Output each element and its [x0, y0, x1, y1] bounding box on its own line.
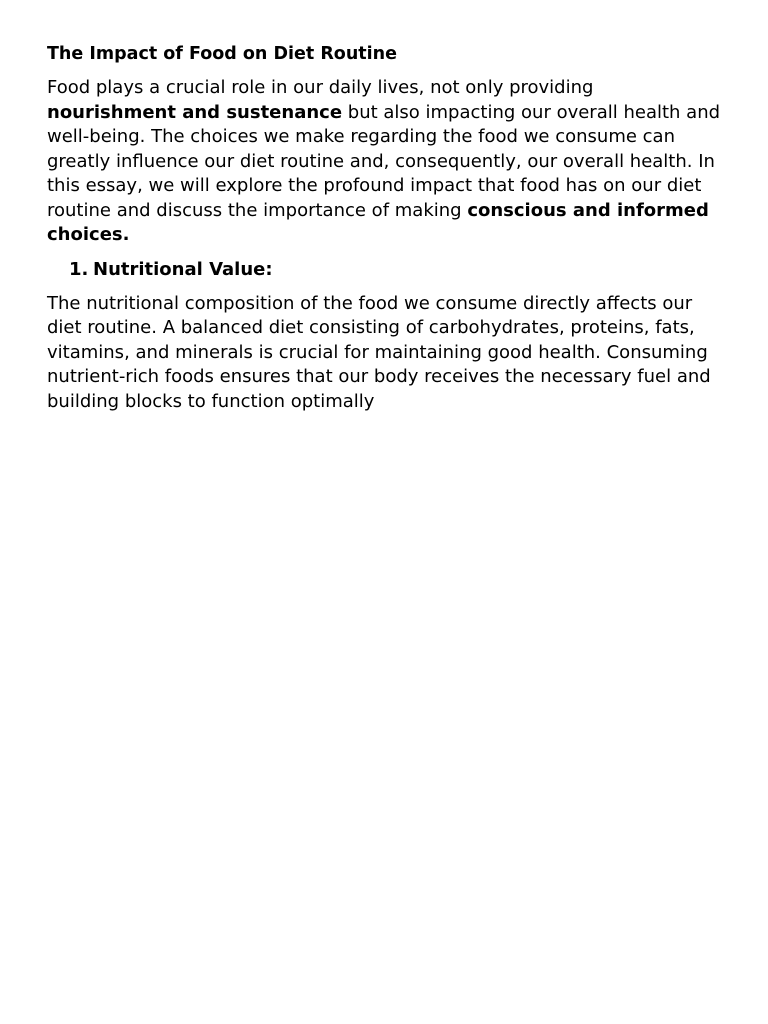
intro-paragraph [47, 76, 728, 248]
section-body-paragraph: The nutritional composition of the food we consume directly affects our diet routine. A balanced diet consisting of carbohydrates, proteins, fats, vitamins, and minerals is crucial for maintaining good health. Consuming nutrient-rich foods ensures that our body receives the necessary fuel and building blocks to function optimally [47, 292, 711, 412]
document-title: The Impact of Food on Diet Routine [47, 44, 397, 64]
section-heading [47, 258, 728, 282]
section-heading-text: Nutritional Value: [93, 258, 273, 280]
section-number: 1. [69, 258, 89, 280]
intro-bold-2: conscious and informed choices. [47, 199, 709, 245]
intro-text-2: but also impacting our overall health and well-being. The choices we make regarding the food we consume can greatly influence our diet routine and, consequently, our overall health. In this essay, we will explore the profound impact that food has on our diet routine and discuss the importance of making [47, 101, 721, 221]
intro-text-1: Food plays a crucial role in our daily lives, not only providing [47, 77, 594, 98]
intro-bold-1: nourishment and sustenance [47, 101, 343, 123]
